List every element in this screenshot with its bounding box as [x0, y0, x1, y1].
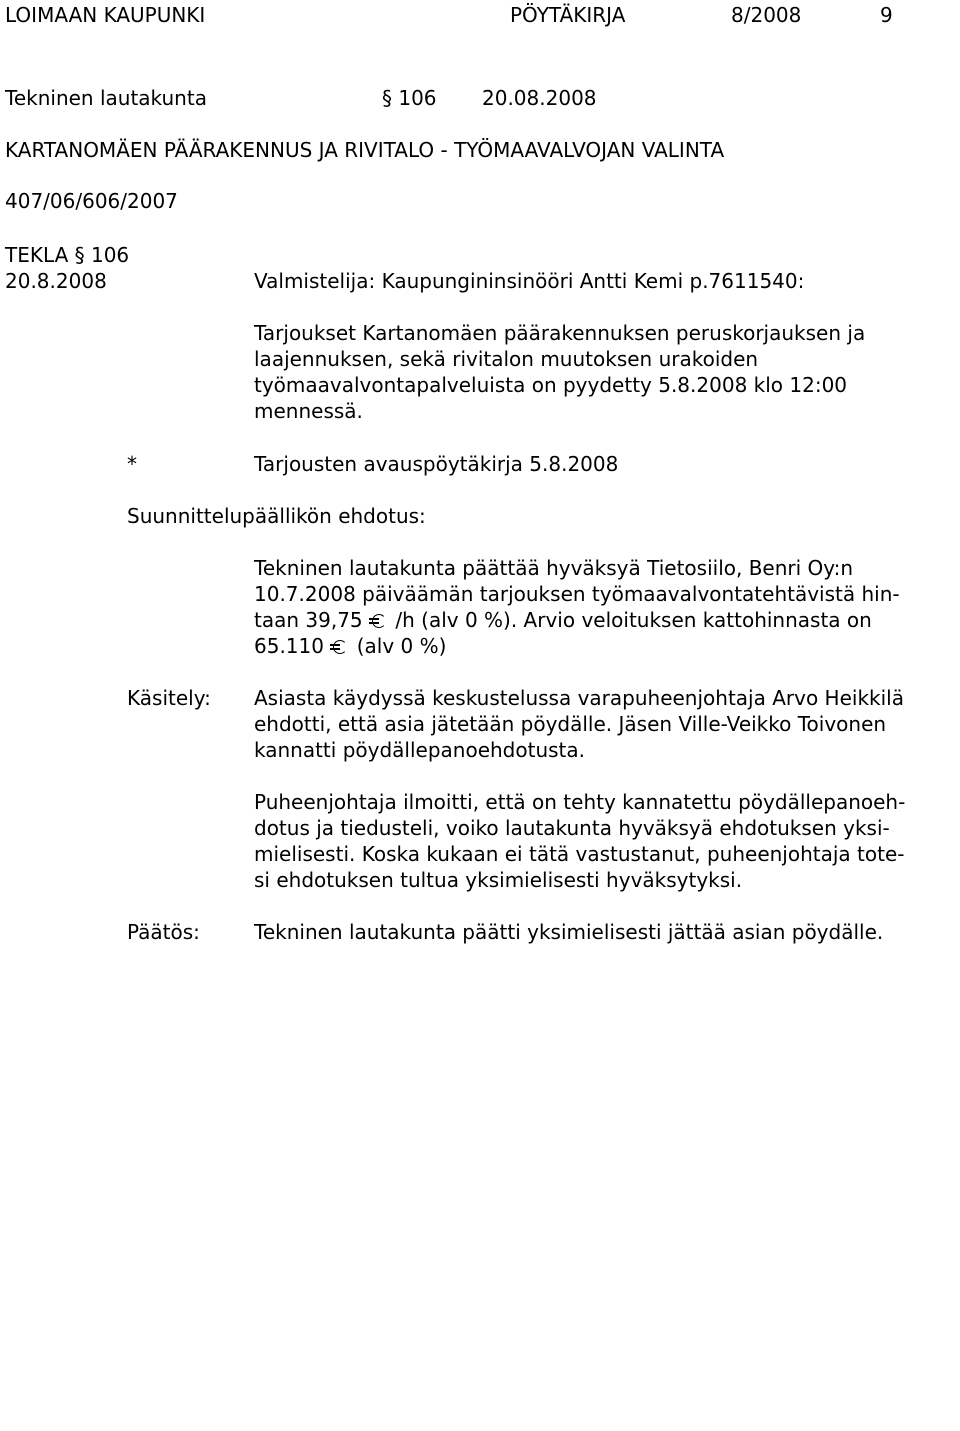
- proposal-line: 10.7.2008 päiväämän tarjouksen työmaavalvontatehtävistä hin-: [254, 582, 900, 606]
- reference-number: 407/06/606/2007: [5, 189, 178, 213]
- background-paragraph: [254, 320, 865, 424]
- handling-line: Puheenjohtaja ilmoitti, että on tehty kannatettu pöydällepanoeh-: [254, 790, 906, 814]
- cap-rest: (alv 0 %): [356, 634, 447, 658]
- handling-label: Käsitely:: [127, 686, 211, 710]
- proposal-label: Suunnittelupäällikön ehdotus:: [127, 504, 426, 528]
- decision-label: Päätös:: [127, 920, 200, 944]
- handling-paragraph-2: [254, 789, 905, 893]
- handling-line: Asiasta käydyssä keskustelussa varapuheenjohtaja Arvo Heikkilä: [254, 686, 904, 710]
- proposal-line: [254, 607, 900, 633]
- decision-text: Tekninen lautakunta päätti yksimielisesti jättää asian pöydälle.: [254, 920, 884, 944]
- cap-value: 65.110: [254, 634, 324, 658]
- section-number: § 106: [382, 86, 437, 110]
- board-name: Tekninen lautakunta: [5, 86, 207, 110]
- municipality-name: LOIMAAN KAUPUNKI: [5, 3, 206, 27]
- prep-date: 20.8.2008: [5, 269, 107, 293]
- item-title: KARTANOMÄEN PÄÄRAKENNUS JA RIVITALO - TYÖMAAVALVOJAN VALINTA: [5, 138, 725, 162]
- page-number: 9: [880, 3, 893, 27]
- attachment-marker: *: [127, 452, 137, 476]
- proposal-line: Tekninen lautakunta päättää hyväksyä Tietosiilo, Benri Oy:n: [254, 556, 854, 580]
- euro-icon: [333, 640, 347, 654]
- meeting-date: 20.08.2008: [482, 86, 597, 110]
- handling-paragraph: [254, 685, 904, 763]
- handling-line: ehdotti, että asia jätetään pöydälle. Jäsen Ville-Veikko Toivonen: [254, 712, 887, 736]
- price-value: taan 39,75: [254, 608, 363, 632]
- handling-line: dotus ja tiedusteli, voiko lautakunta hyväksyä ehdotuksen yksi-: [254, 816, 890, 840]
- proposal-line: [254, 633, 900, 659]
- euro-icon: [372, 614, 386, 628]
- handling-line: si ehdotuksen tultua yksimielisesti hyväksytyksi.: [254, 868, 743, 892]
- background-line: Tarjoukset Kartanomäen päärakennuksen peruskorjauksen ja: [254, 321, 866, 345]
- attachment-text: Tarjousten avauspöytäkirja 5.8.2008: [254, 452, 619, 476]
- issue-number: 8/2008: [731, 3, 802, 27]
- background-line: työmaavalvontapalveluista on pyydetty 5.8.2008 klo 12:00: [254, 373, 848, 397]
- document-type: PÖYTÄKIRJA: [510, 3, 626, 27]
- background-line: mennessä.: [254, 399, 363, 423]
- handling-line: mielisesti. Koska kukaan ei tätä vastustanut, puheenjohtaja tote-: [254, 842, 905, 866]
- handling-line: kannatti pöydällepanoehdotusta.: [254, 738, 585, 762]
- preparer-line: Valmistelija: Kaupungininsinööri Antti Kemi p.7611540:: [254, 269, 805, 293]
- proposal-paragraph: [254, 555, 900, 659]
- price-rest: /h (alv 0 %). Arvio veloituksen kattohinnasta on: [395, 608, 872, 632]
- background-line: laajennuksen, sekä rivitalon muutoksen urakoiden: [254, 347, 759, 371]
- prep-body-reference: TEKLA § 106: [5, 243, 130, 267]
